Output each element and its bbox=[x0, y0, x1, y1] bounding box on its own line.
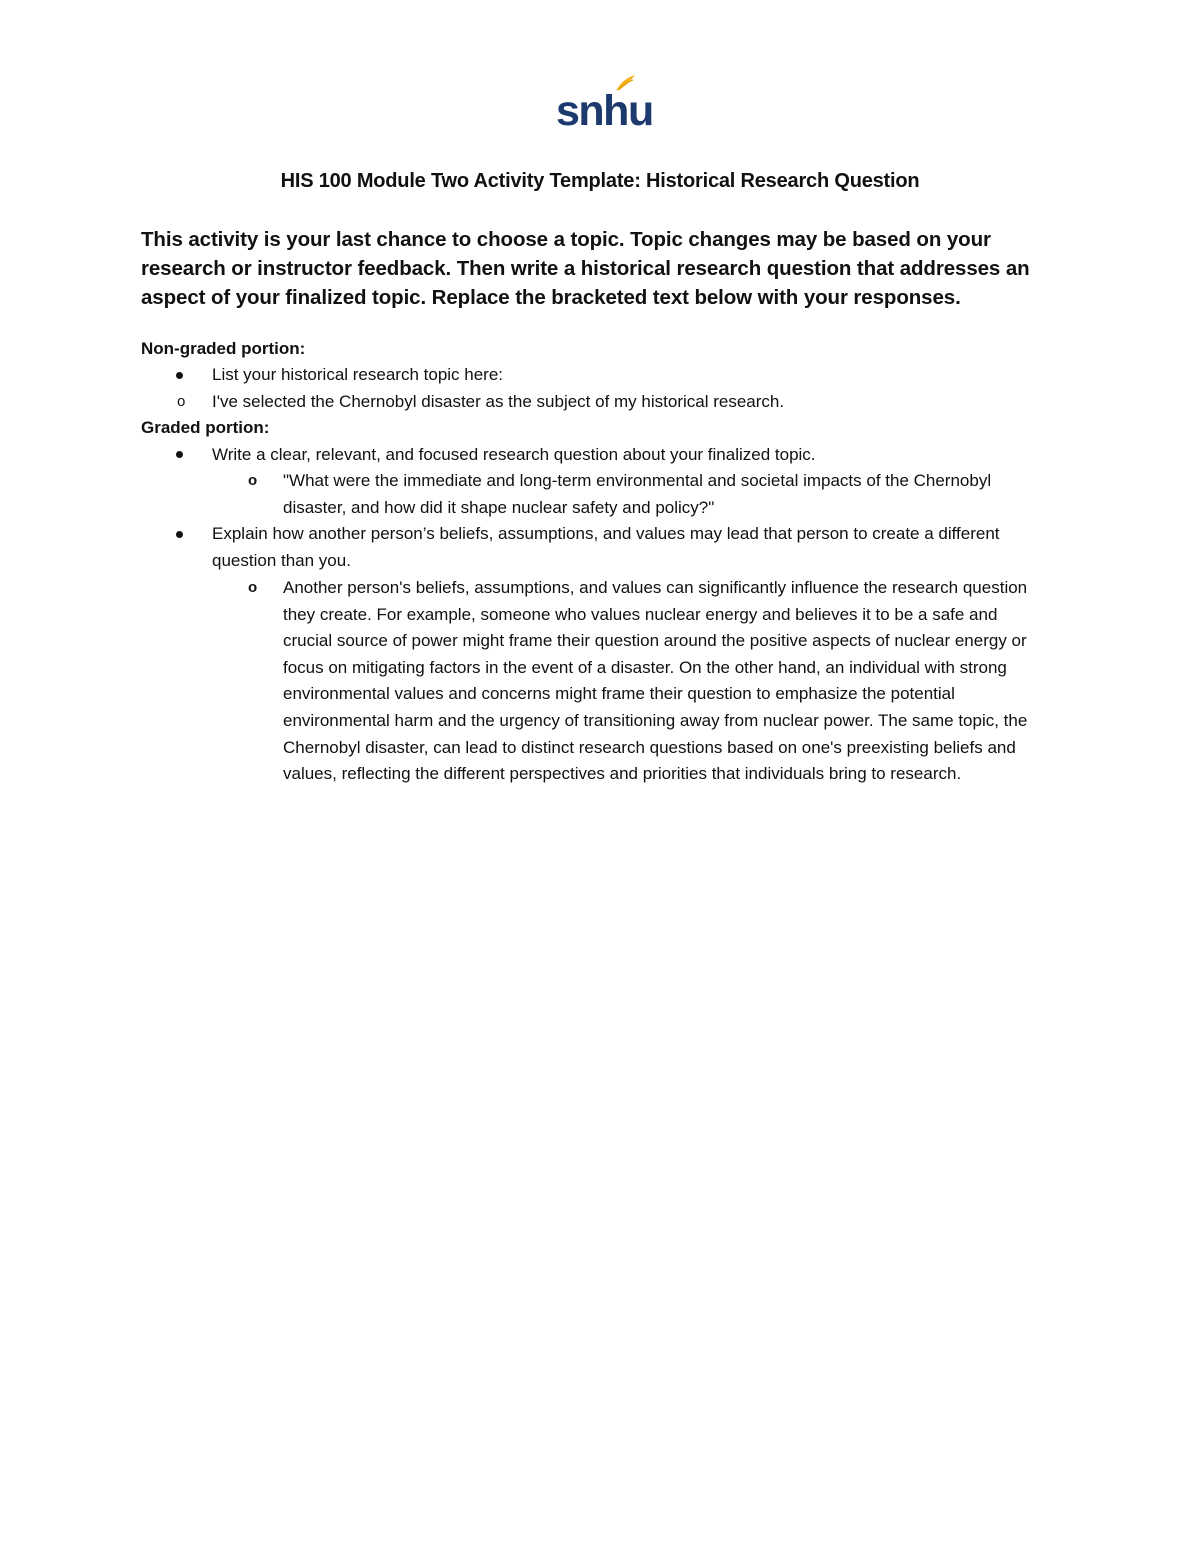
question-prompt: Write a clear, relevant, and focused research question about your finalized topic. bbox=[212, 445, 816, 464]
sub-bullet-icon: o bbox=[177, 393, 186, 410]
research-question-answer: "What were the immediate and long-term environmental and societal impacts of the Chernobyl disaster, and how did it shape nuclear safety and policy?" bbox=[283, 471, 992, 517]
topic-answer: I've selected the Chernobyl disaster as the subject of my historical research. bbox=[212, 392, 785, 411]
perspective-prompt: Explain how another person’s beliefs, assumptions, and values may lead that person to create a different question than you. bbox=[212, 524, 1000, 570]
perspective-answer: Another person's beliefs, assumptions, and values can significantly influence the research question they create. For example, someone who values nuclear energy and believes it to be a safe and crucial source of power might frame their question around the positive aspects of nuclear energy or focus on mitigating factors in the event of a disaster. On the other hand, an individual with strong environmental values and concerns might frame their question to emphasize the potential environmental harm and the urgency of transitioning away from nuclear power. The same topic, the Chernobyl disaster, can lead to distinct research questions based on one's preexisting beliefs and values, reflecting the different perspectives and priorities that individuals bring to research. bbox=[283, 578, 1028, 784]
intro-paragraph: This activity is your last chance to choose a topic. Topic changes may be based on your research or instructor feedback. Then write a historical research question that addresses an aspect of your finalized topic. Replace the bracketed text below with your responses. bbox=[141, 228, 1030, 309]
graded-label: Graded portion: bbox=[141, 418, 270, 437]
bullet-icon bbox=[176, 451, 183, 458]
bullet-icon bbox=[176, 531, 183, 538]
topic-prompt: List your historical research topic here: bbox=[212, 365, 504, 384]
sub-bullet-icon: o bbox=[248, 579, 258, 596]
logo-wordmark: snhu bbox=[556, 87, 653, 135]
sub-bullet-icon: o bbox=[248, 472, 258, 489]
snhu-logo bbox=[556, 74, 653, 135]
bullet-icon bbox=[176, 372, 183, 379]
page-title: HIS 100 Module Two Activity Template: Historical Research Question bbox=[280, 170, 920, 192]
non-graded-label: Non-graded portion: bbox=[141, 339, 306, 358]
